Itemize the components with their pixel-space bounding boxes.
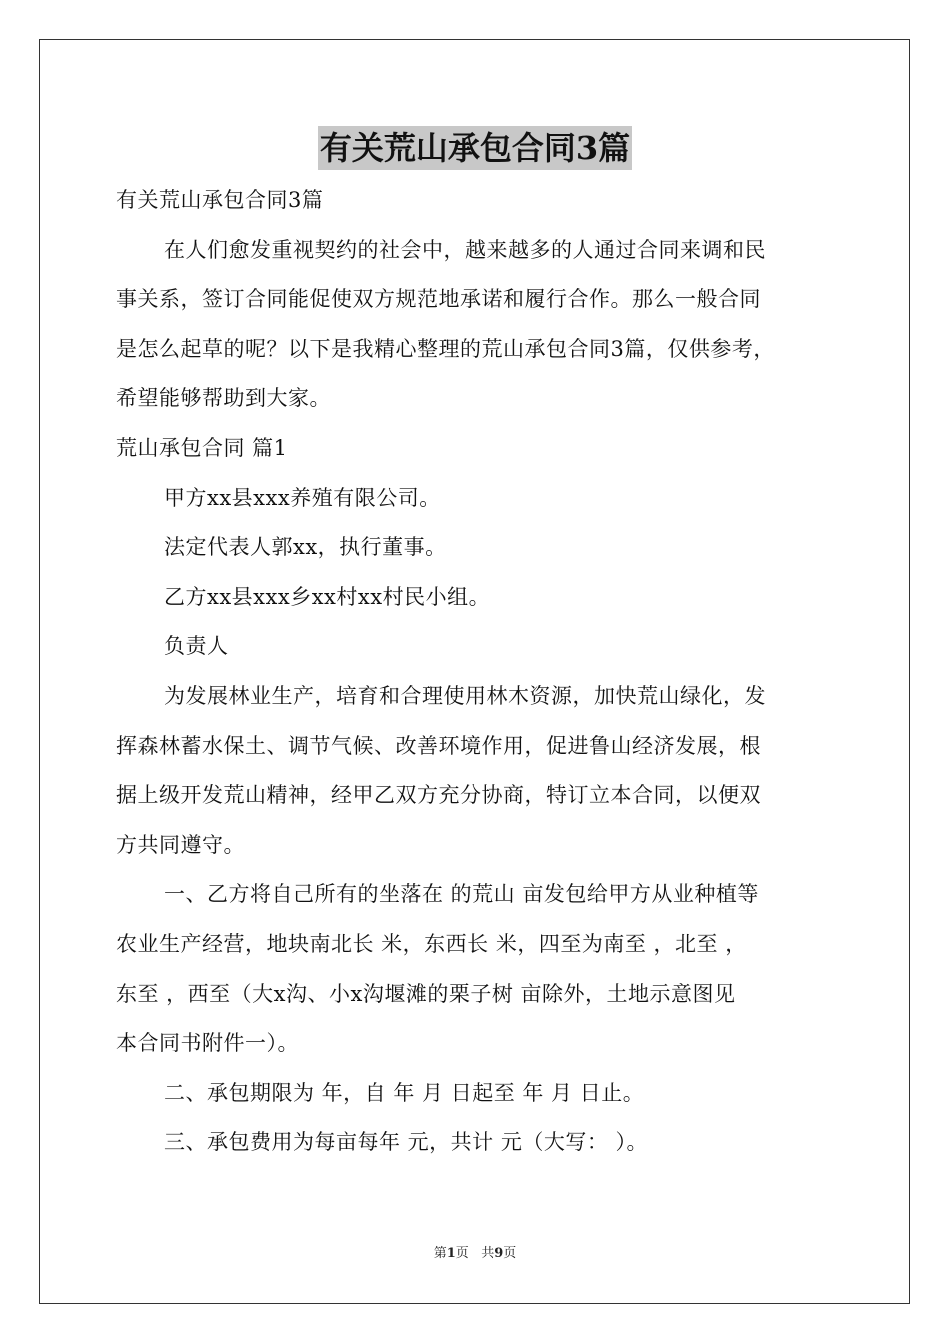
body-line: 为发展林业生产，培育和合理使用林木资源，加快荒山绿化，发 [164,683,766,708]
footer-page-suffix: 页 [503,1246,517,1261]
page-footer [0,1244,950,1264]
body-line: 三、承包费用为每亩每年 元，共计 元（大写： ）。 [164,1130,649,1155]
body-line: 农业生产经营，地块南北长 米，东西长 米，四至为南至 ，北至 ， [116,931,747,956]
body-line: 有关荒山承包合同3篇 [116,188,324,212]
footer-page-prefix: 第 [433,1246,447,1261]
document-body [116,176,854,1168]
body-line: 方共同遵守。 [116,832,245,857]
body-line: 挥森林蓄水保土、调节气候、改善环境作用，促进鲁山经济发展，根 [116,733,761,758]
body-line: 东至 ，西至（大x沟、小x沟堰滩的栗子树 亩除外，土地示意图见 [116,981,736,1006]
body-line: 一、乙方将自己所有的坐落在 的荒山 亩发包给甲方从业种植等 [164,882,759,907]
document-title: 有关荒山承包合同3篇 [318,126,632,170]
footer-page-current: 1 [446,1246,456,1261]
title-container [0,126,950,170]
body-line: 是怎么起草的呢？以下是我精心整理的荒山承包合同3篇，仅供参考， [116,336,775,361]
footer-page-mid: 页 共 [455,1246,495,1261]
body-line: 在人们愈发重视契约的社会中，越来越多的人通过合同来调和民 [164,237,766,262]
body-line: 乙方xx县xxx乡xx村xx村民小组。 [164,584,491,609]
body-line: 负责人 [164,634,229,659]
body-line: 二、承包期限为 年，自 年 月 日起至 年 月 日止。 [164,1080,645,1105]
footer-page-total: 9 [494,1246,504,1261]
body-line: 甲方xx县xxx养殖有限公司。 [164,485,441,510]
body-line: 本合同书附件一）。 [116,1031,299,1056]
body-line: 希望能够帮助到大家。 [116,386,331,411]
section-heading: 荒山承包合同 篇1 [116,435,288,460]
body-line: 事关系，签订合同能促使双方规范地承诺和履行合作。那么一般合同 [116,287,761,312]
body-line: 法定代表人郭xx，执行董事。 [164,535,447,560]
body-line: 据上级开发荒山精神，经甲乙双方充分协商，特订立本合同，以便双 [116,783,761,808]
